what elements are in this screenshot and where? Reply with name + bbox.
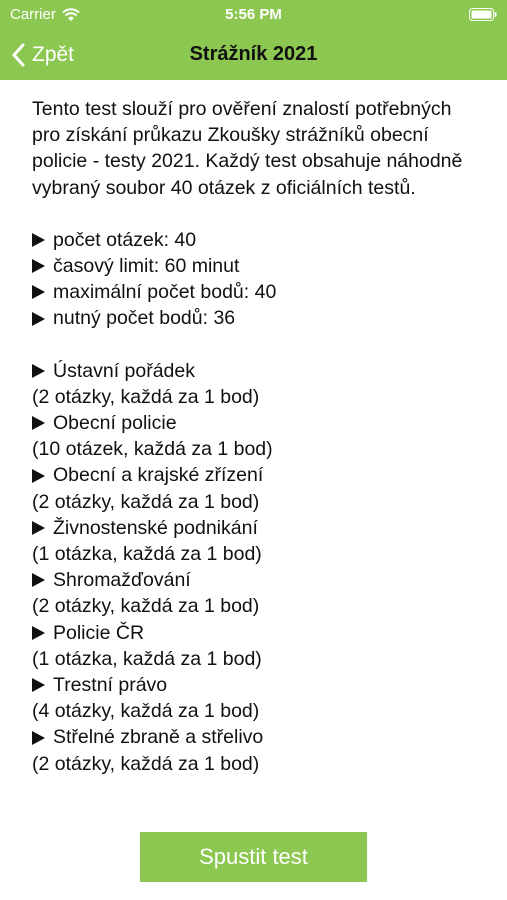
topic-detail: (1 otázka, každá za 1 bod)	[32, 543, 262, 566]
topic-item	[32, 515, 482, 541]
topic-item	[32, 672, 482, 698]
bullet-icon	[32, 521, 45, 535]
stat-item-text: nutný počet bodů: 36	[53, 307, 236, 330]
topic-item-text: Trestní právo	[53, 674, 168, 697]
topic-detail: (2 otázky, každá za 1 bod)	[32, 490, 260, 513]
topic-detail: (10 otázek, každá za 1 bod)	[32, 438, 273, 461]
page-title: Strážník 2021	[189, 43, 318, 65]
intro-text: Tento test slouží pro ověření znalostí potřebných pro získání průkazu Zkoušky strážníků obecní policie - testy 2021. Každý test obsahuje náhodně vybraný soubor 40 otázek z oficiálních testů.	[32, 98, 463, 199]
bullet-icon	[32, 626, 45, 640]
stat-item	[32, 305, 482, 331]
bullet-icon	[32, 469, 45, 483]
topic-detail: (2 otázky, každá za 1 bod)	[32, 385, 260, 408]
bullet-icon	[32, 233, 45, 247]
topic-item	[32, 620, 482, 646]
topic-item-text: Střelné zbraně a střelivo	[53, 726, 264, 749]
bullet-icon	[32, 285, 45, 299]
topic-detail: (4 otázky, každá za 1 bod)	[32, 700, 260, 723]
topic-item-text: Policie ČR	[53, 621, 145, 644]
stat-item	[32, 227, 482, 253]
bullet-icon	[32, 416, 45, 430]
topic-item	[32, 358, 482, 384]
stat-item	[32, 253, 482, 279]
back-label: Zpět	[32, 43, 75, 66]
start-test-button[interactable]: Spustit test	[140, 832, 367, 882]
stat-item-text: počet otázek: 40	[53, 228, 197, 251]
bullet-icon	[32, 259, 45, 273]
test-description	[32, 96, 482, 816]
bullet-icon	[32, 573, 45, 587]
navigation-bar	[0, 30, 507, 80]
battery-icon	[469, 8, 497, 21]
topic-item-text: Obecní a krajské zřízení	[53, 464, 264, 487]
topic-detail: (2 otázky, každá za 1 bod)	[32, 595, 260, 618]
stat-item-text: maximální počet bodů: 40	[53, 281, 277, 304]
topic-detail: (1 otázka, každá za 1 bod)	[32, 647, 262, 670]
carrier-label: Carrier	[10, 6, 56, 23]
topic-item-text: Obecní policie	[53, 412, 177, 435]
stat-item	[32, 279, 482, 305]
bullet-icon	[32, 678, 45, 692]
stats-list	[32, 227, 482, 332]
topic-item	[32, 462, 482, 488]
topic-item	[32, 410, 482, 436]
topics-list	[32, 358, 482, 777]
topic-item	[32, 567, 482, 593]
status-bar	[0, 0, 507, 30]
topic-item-text: Shromažďování	[53, 569, 191, 592]
status-time: 5:56 PM	[225, 6, 282, 23]
topic-item-text: Ústavní pořádek	[53, 359, 195, 382]
topic-item	[32, 724, 482, 750]
bullet-icon	[32, 364, 45, 378]
topic-item-text: Živnostenské podnikání	[53, 516, 258, 539]
bullet-icon	[32, 731, 45, 745]
topic-detail: (2 otázky, každá za 1 bod)	[32, 752, 260, 775]
bullet-icon	[32, 312, 45, 326]
stat-item-text: časový limit: 60 minut	[53, 255, 240, 278]
